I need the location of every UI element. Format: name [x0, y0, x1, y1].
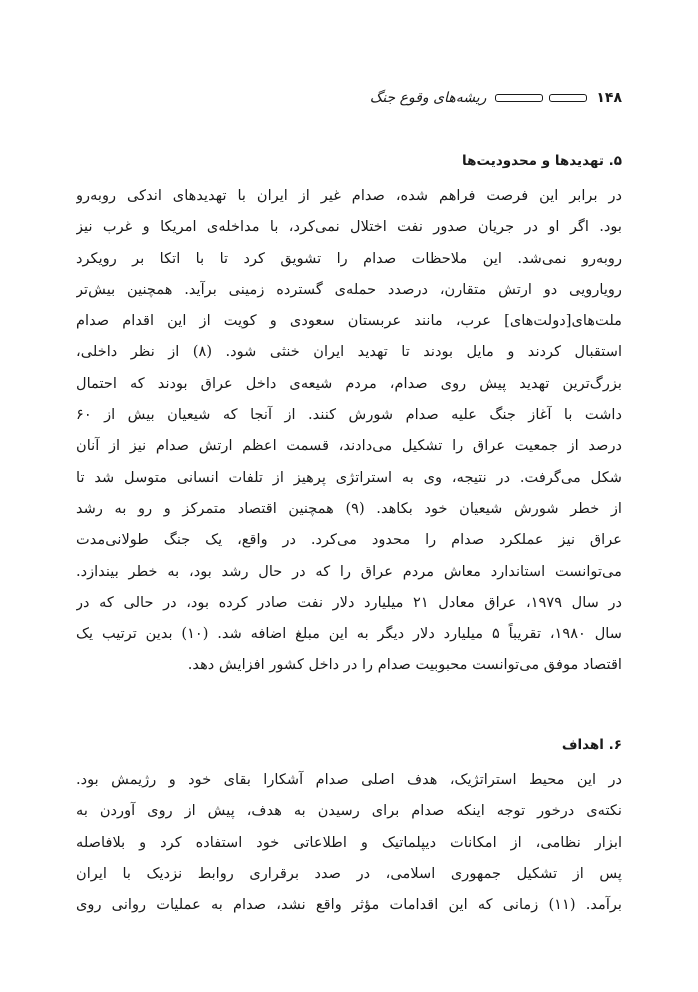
text-line: درصد از جمعیت عراق را تشکیل می‌دادند، قسمت اعظم ارتش صدام نیز از آنان [76, 437, 622, 455]
text-line: در این محیط استراتژیک، هدف اصلی صدام آشکارا بقای خود و رژیمش بود. [76, 771, 622, 788]
text-line: بزرگ‌ترین تهدید پیش روی صدام، مردم شیعه‌ی داخل عراق بودند که احتمال [76, 374, 622, 392]
paragraph [76, 180, 622, 681]
text-line: پس از تشکیل جمهوری اسلامی، در صدد برقراری روابط نزدیک با ایران [76, 864, 622, 882]
running-header [76, 86, 622, 110]
header-ornament-rule [549, 94, 587, 102]
section-threats-limitations [76, 150, 622, 681]
text-line: نکته‌ی درخور توجه اینکه صدام برای رسیدن به هدف، پیش از روی آوردن به [76, 802, 622, 820]
book-title: ریشه‌های وقوع جنگ [369, 90, 487, 106]
text-line: بود. اگر او در جریان صدور نفت اختلال نمی‌کرد، با مداخله‌ی امریکا و غرب نیز [76, 218, 622, 236]
text-line: از خطر شورش شیعیان خود بکاهد. (۹) همچنین اقتصاد متمرکز و رو به رشد [76, 499, 622, 517]
page-number: ۱۴۸ [596, 90, 622, 106]
text-line: اقتصاد موفق می‌توانست محبوبیت صدام را در داخل کشور افزایش دهد. [187, 656, 622, 674]
text-line: روبه‌رو نمی‌شد. این ملاحظات صدام را تشویق کرد تا با اتکا بر رویکرد [76, 249, 622, 267]
section-heading: ۶. اهداف [561, 737, 622, 753]
text-line: داشت با آغاز جنگ علیه صدام شورش کنند. از آنجا که شیعیان بیش از ۶۰ [76, 406, 622, 424]
text-line: ملت‌های[دولت‌های] عرب، مانند عربستان سعودی و کویت از این اقدام صدام [76, 312, 622, 330]
text-line: سال ۱۹۸۰، تقریباً ۵ میلیارد دلار دیگر به این مبلغ اضافه شد. (۱۰) بدین ترتیب یک [76, 625, 622, 643]
text-line: شکل می‌گرفت. در نتیجه، وی به استراتژی پرهیز از تلفات انسانی متوسل شد تا [76, 468, 622, 486]
section-heading: ۵. تهدیدها و محدودیت‌ها [462, 153, 622, 169]
section-goals [76, 734, 622, 920]
text-line: در سال ۱۹۷۹، عراق معادل ۲۱ میلیارد دلار نفت صادر کرده بود، در حالی که در [76, 593, 622, 611]
text-line: رویارویی دو ارتش متقارن، درصدد حمله‌ی گسترده زمینی برآید. همچنین بیش‌تر [76, 280, 622, 298]
paragraph [76, 764, 622, 920]
text-line: استقبال کردند و مایل بودند تا تهدید ایران خنثی شود. (۸) از نظر داخلی، [76, 343, 622, 361]
text-line: ابزار نظامی، از امکانات دیپلماتیک و اطلاعاتی خود استفاده کرد و بلافاصله [76, 833, 622, 851]
text-line: برآمد. (۱۱) زمانی که این اقدامات مؤثر واقع نشد، صدام به عملیات روانی روی [76, 896, 622, 914]
text-line: در برابر این فرصت فراهم شده، صدام غیر از ایران با تهدیدهای اندکی روبه‌رو [76, 187, 622, 204]
text-line: عراق نیز عملکرد صدام را محدود می‌کرد. در واقع، یک جنگ طولانی‌مدت [76, 531, 622, 549]
text-line: می‌توانست استاندارد معاش مردم عراق را که در حال رشد بود، به خطر بیندازد. [76, 562, 622, 580]
header-ornament-rule [495, 94, 543, 102]
